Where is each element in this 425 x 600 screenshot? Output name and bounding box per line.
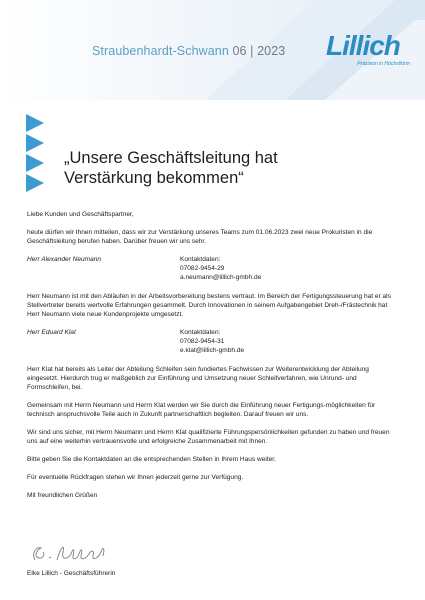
- joint-paragraph: Gemeinsam mit Herrn Neumann und Herrn Klat werden wir Sie durch die Einführung neuer Fertigungs-möglichkeiten für technisch anspruchsvolle Teile auch in Zukunft partnerschaftlich begleiten. Darauf freuen wir uns.: [27, 402, 376, 418]
- contact-info: [180, 255, 261, 282]
- greeting: Liebe Kunden und Geschäftspartner,: [27, 211, 134, 218]
- contact-label: Kontaktdaten:: [180, 256, 221, 263]
- questions-paragraph: Für eventuelle Rückfragen stehen wir Ihnen jederzeit gerne zur Verfügung.: [27, 474, 244, 481]
- trust-paragraph: Wir sind uns sicher, mit Herrn Neumann und Herrn Klat qualifizierte Führungspersönlichkeiten gefunden zu haben und freuen uns auf eine weiterhin vertrauensvolle und erfolgreiche Zusammenarbeit mit Ihnen.: [27, 429, 390, 445]
- issue-date: 06 | 2023: [232, 44, 286, 58]
- klat-paragraph: Herr Klat hat bereits als Leiter der Abteilung Schleifen sein fundiertes Fachwissen zur Weiterentwicklung der Abteilung eingesetzt. Hierdurch trug er maßgeblich zur Einführung und Umsetzung neuer Schleifverfahren, wie Unrund- und Formschleifen, bei.: [27, 366, 369, 391]
- signatory-name: Elke Lillich - Geschäftsführerin: [27, 570, 116, 577]
- contact-block-neumann: [27, 255, 399, 282]
- logo-wordmark: Lillich: [326, 30, 400, 61]
- request-paragraph: Bitte geben Sie die Kontaktdaten an die entsprechenden Stellen in Ihrem Haus weiter.: [27, 456, 276, 463]
- arrow-bullets-icon: [26, 114, 46, 194]
- contact-phone: 07082-9454-31: [180, 338, 225, 345]
- headline: [64, 148, 394, 188]
- logo-tagline: Präzision in Höchstform: [357, 61, 410, 67]
- contact-info: [180, 328, 244, 355]
- neumann-paragraph: Herr Neumann ist mit den Abläufen in der Arbeitsvorbereitung bestens vertraut. Im Bereich der Fertigungssteuerung hat er als Stellvertreter bereits wertvolle Erfahrungen gesammelt. Durch Innovationen in seinem Aufgabengebiet Dreh-/Frästechnik hat Herr Neumann viele neue Kundenprojekte umgesetzt.: [27, 293, 391, 318]
- headline-line-1: „Unsere Geschäftsleitung hat: [64, 149, 278, 167]
- location-date: [92, 44, 285, 58]
- closing-line: Mit freundlichen Grüßen: [27, 492, 98, 499]
- contact-phone: 07082-9454-29: [180, 265, 225, 272]
- contact-name: Herr Alexander Neumann: [27, 256, 101, 263]
- headline-line-2: Verstärkung bekommen“: [64, 169, 244, 187]
- letter-body: [27, 210, 399, 509]
- contact-label: Kontaktdaten:: [180, 329, 221, 336]
- letterhead: [0, 0, 425, 100]
- contact-block-klat: [27, 328, 399, 355]
- company-logo: [326, 30, 408, 70]
- intro-paragraph: heute dürfen wir Ihnen mitteilen, dass wir zur Verstärkung unseres Teams zum 01.06.2023 zwei neue Prokuristen in die Geschäftsleitung berufen haben. Darüber freuen wir uns sehr.: [27, 229, 373, 245]
- location-text: Straubenhardt-Schwann: [92, 44, 229, 58]
- handwritten-signature: [27, 542, 147, 566]
- contact-name: Herr Eduard Klat: [27, 329, 76, 336]
- contact-email: e.klat@lillich-gmbh.de: [180, 347, 245, 354]
- contact-email: a.neumann@lillich-gmbh.de: [180, 274, 262, 281]
